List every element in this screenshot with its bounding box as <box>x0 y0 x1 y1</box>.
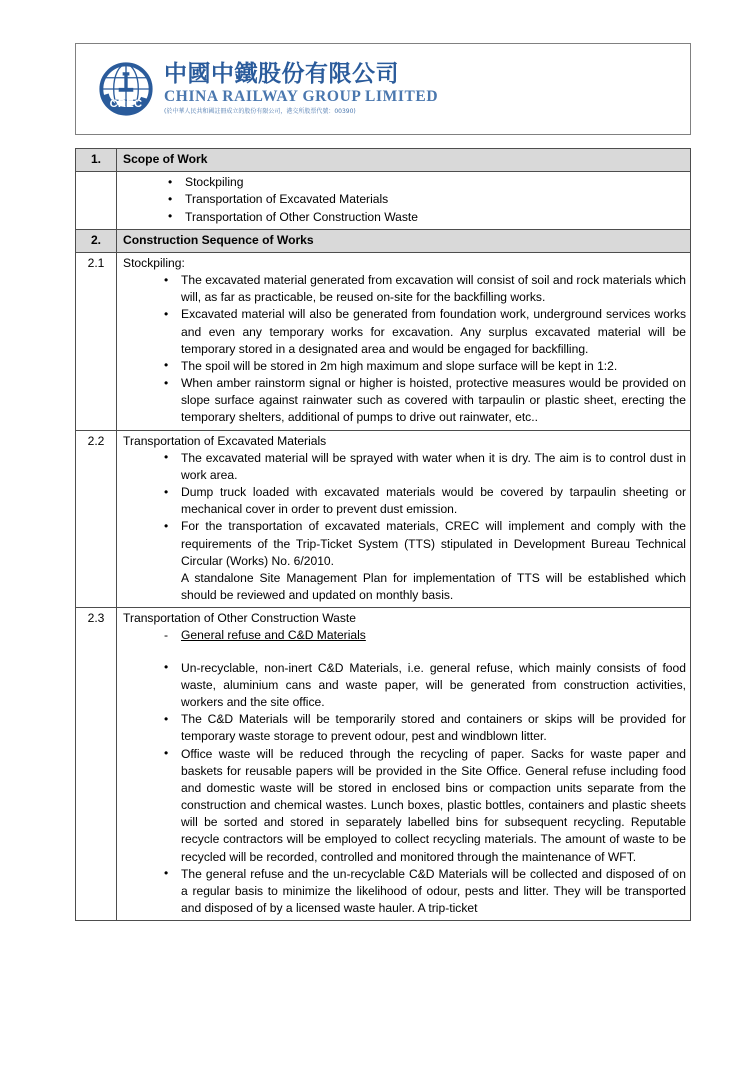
other-construction-waste-list <box>123 660 686 918</box>
letterhead <box>75 43 691 135</box>
section-number-blank <box>76 172 117 230</box>
list-item: • Dump truck loaded with excavated materials would be covered by tarpaulin sheeting or mechanical cover in order to prevent dust emission. <box>123 484 686 518</box>
table-row <box>76 430 691 608</box>
blank-line <box>123 645 686 660</box>
construction-method-table <box>75 148 691 921</box>
section-1-body <box>117 172 691 230</box>
subsection-title: Transportation of Other Construction Waste <box>123 611 357 626</box>
list-item: • Stockpiling <box>123 174 686 191</box>
transportation-excavated-list <box>123 450 686 570</box>
subsection-2-3-body <box>117 608 691 921</box>
brand-text-block <box>164 63 438 115</box>
scope-of-work-list <box>123 174 686 226</box>
subsection-number: 2.3 <box>76 608 117 921</box>
list-item: • Transportation of Excavated Materials <box>123 191 686 208</box>
subsection-2-1-body <box>117 252 691 430</box>
table-row <box>76 149 691 172</box>
subsection-number: 2.1 <box>76 252 117 430</box>
china-railway-group-logo-icon <box>98 61 154 117</box>
subsection-title: Stockpiling: <box>123 255 185 270</box>
list-item: • The C&D Materials will be temporarily stored and containers or skips will be provided for temporary waste storage to prevent odour, pest and windblown litter. <box>123 711 686 745</box>
table-row <box>76 172 691 230</box>
dash-subheading-label: General refuse and C&D Materials <box>181 628 366 643</box>
subsection-2-2-body <box>117 430 691 608</box>
trailing-paragraph: A standalone Site Management Plan for implementation of TTS will be established which should be reviewed and updated on monthly basis. <box>181 570 686 603</box>
section-title: Scope of Work <box>117 149 691 172</box>
dash-subheading <box>123 627 686 644</box>
table-row <box>76 229 691 252</box>
table-row <box>76 608 691 921</box>
subsection-title: Transportation of Excavated Materials <box>123 433 327 448</box>
list-item: • Excavated material will also be generated from foundation work, underground services works and even any temporary works for excavation. Any surplus excavated material will be temporary stored in a designated area and would be engaged for backfilling. <box>123 306 686 358</box>
list-item: • For the transportation of excavated materials, CREC will implement and comply with the requirements of the Trip-Ticket System (TTS) stipulated in Development Bureau Technical Circular (Works) No. 6/2010. <box>123 518 686 570</box>
list-item: • The excavated material will be sprayed with water when it is dry. The aim is to control dust in work area. <box>123 450 686 484</box>
brand-name-english: CHINA RAILWAY GROUP LIMITED <box>164 88 439 106</box>
table-row <box>76 252 691 430</box>
document-page <box>75 0 691 921</box>
subsection-number: 2.2 <box>76 430 117 608</box>
section-number: 1. <box>76 149 117 172</box>
stockpiling-list <box>123 272 686 427</box>
section-title: Construction Sequence of Works <box>117 229 691 252</box>
list-item: • Office waste will be reduced through the recycling of paper. Sacks for waste paper and baskets for reusable papers will be provided in the Site Office. General refuse including food and domestic waste will be stored in enclosed bins or compaction units separate from the construction and chemical wastes. Lunch boxes, plastic bottles, containers and plastic sheets will be sorted and stored in separately labelled bins for subsequent recycling. Reputable recycle contractors will be employed to collect recycling materials. The amount of waste to be recycled will be recorded, controlled and monitored through the maintenance of WFT. <box>123 746 686 866</box>
svg-text:CREC: CREC <box>109 97 143 110</box>
list-item: • When amber rainstorm signal or higher is hoisted, protective measures would be provided on slope surface against rainwater such as covered with tarpaulin or plastic sheet, erecting the temporary shelters, additional of pumps to drive out rainwater, etc.. <box>123 375 686 427</box>
list-item: • Un-recyclable, non-inert C&D Materials, i.e. general refuse, which mainly consists of food waste, aluminium cans and waste paper, will be generated from construction activities, workers and the site office. <box>123 660 686 712</box>
section-number: 2. <box>76 229 117 252</box>
brand-incorporation-note: (於中華人民共和國註冊成立的股份有限公司，港交所股票代號：00390) <box>164 107 356 115</box>
list-item: • The general refuse and the un-recyclable C&D Materials will be collected and disposed of on a regular basis to minimize the likelihood of odour, pests and litter. They will be transported and disposed of by a licensed waste hauler. A trip-ticket <box>123 866 686 918</box>
list-item: • Transportation of Other Construction Waste <box>123 209 686 226</box>
list-item: • The spoil will be stored in 2m high maximum and slope surface will be kept in 1:2. <box>123 358 686 375</box>
list-item: • The excavated material generated from excavation will consist of soil and rock materials which will, as far as practicable, be reused on-site for the backfilling works. <box>123 272 686 306</box>
brand-name-chinese: 中國中鐵股份有限公司 <box>164 61 399 88</box>
